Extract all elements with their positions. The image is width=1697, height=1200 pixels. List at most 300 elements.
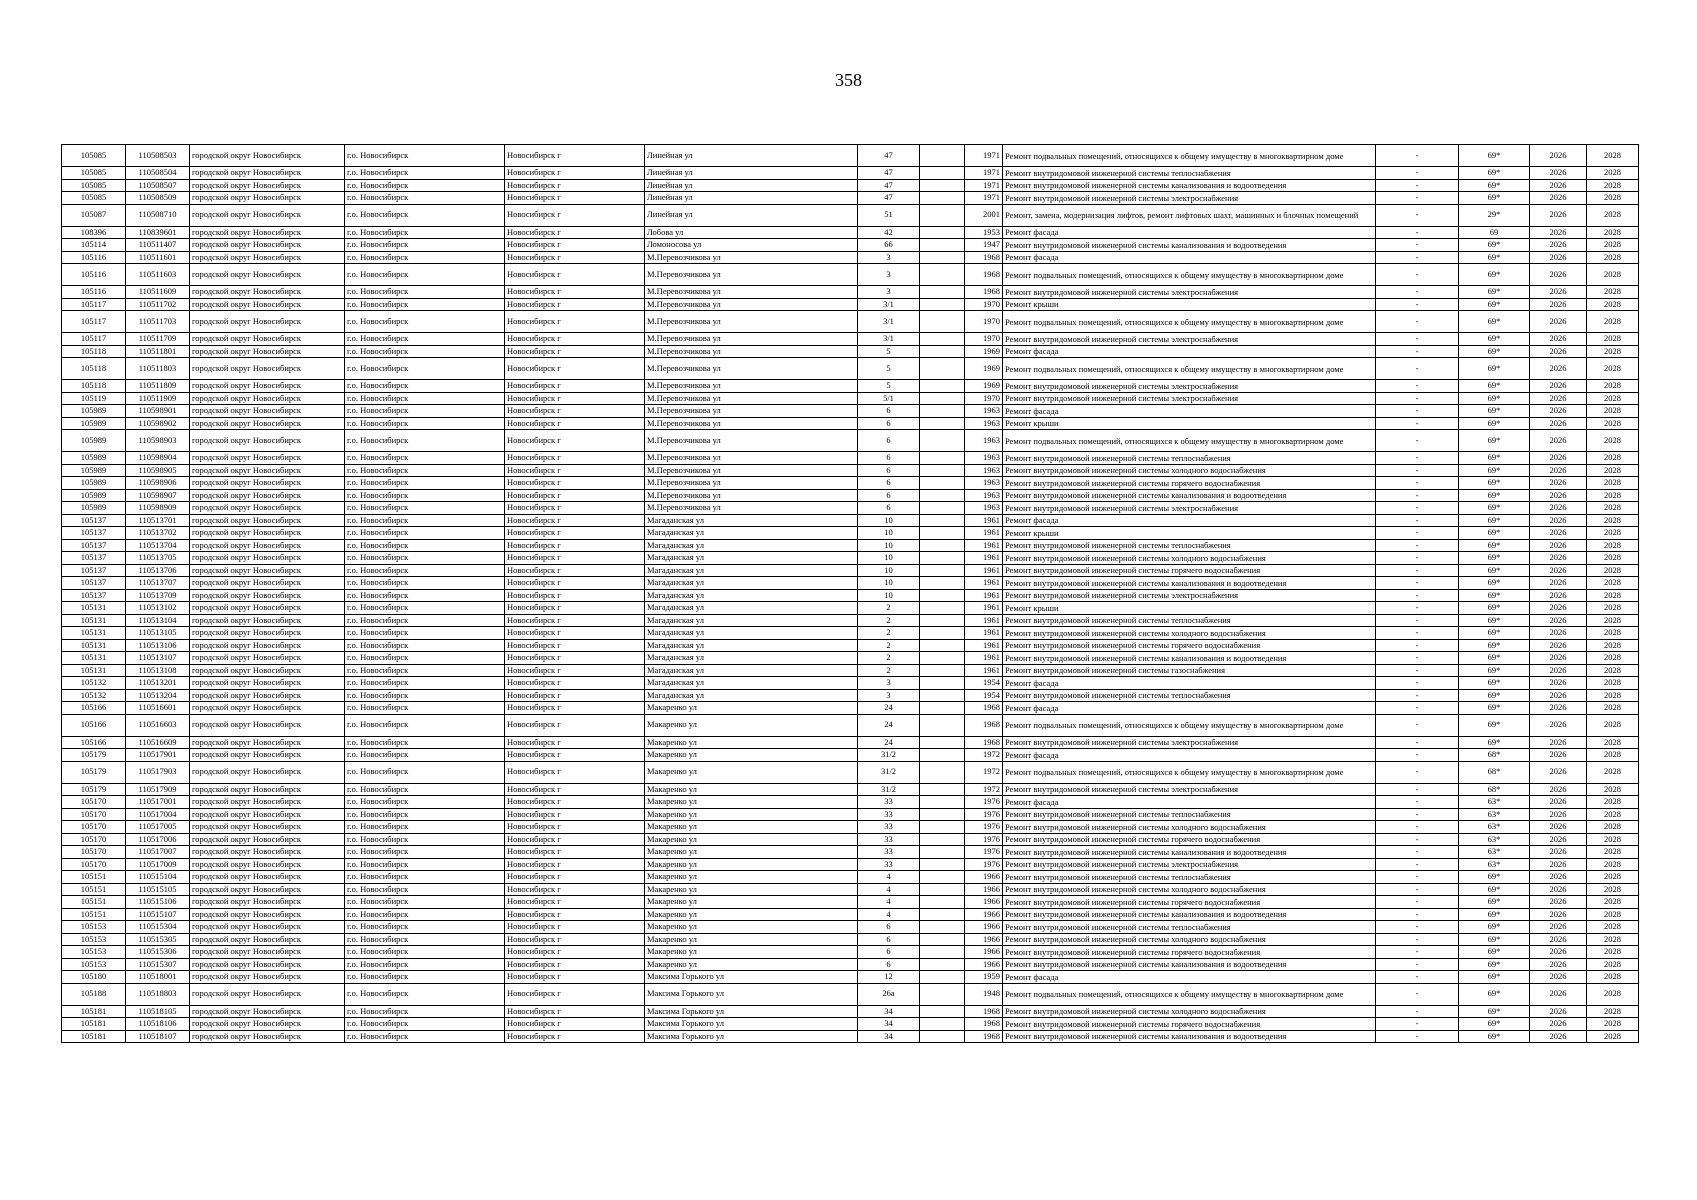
cell-work-id: 110517001 bbox=[126, 796, 190, 809]
cell-year-end: 2028 bbox=[1587, 145, 1639, 167]
cell-municipality: г.о. Новосибирск bbox=[345, 736, 505, 749]
cell-work-id: 110515107 bbox=[126, 908, 190, 921]
cell-city: Новосибирск г bbox=[505, 311, 645, 333]
cell-col-dash: - bbox=[1376, 736, 1459, 749]
cell-municipality: г.о. Новосибирск bbox=[345, 452, 505, 465]
cell-city: Новосибирск г bbox=[505, 677, 645, 690]
cell-col-dash: - bbox=[1376, 311, 1459, 333]
cell-value: 69* bbox=[1459, 298, 1530, 311]
cell-value: 69* bbox=[1459, 1030, 1530, 1043]
table-row bbox=[62, 392, 1639, 405]
cell-year-built: 1961 bbox=[965, 652, 1003, 665]
cell-building bbox=[920, 298, 965, 311]
cell-work-id: 110513709 bbox=[126, 589, 190, 602]
cell-work-type: Ремонт внутридомовой инженерной системы холодного водоснабжения bbox=[1003, 627, 1376, 640]
cell-municipal-district: городской округ Новосибирск bbox=[190, 392, 345, 405]
cell-municipality: г.о. Новосибирск bbox=[345, 417, 505, 430]
cell-municipal-district: городской округ Новосибирск bbox=[190, 821, 345, 834]
cell-work-id: 110511801 bbox=[126, 345, 190, 358]
cell-street: Магаданская ул bbox=[645, 589, 858, 602]
cell-work-type: Ремонт внутридомовой инженерной системы холодного водоснабжения bbox=[1003, 552, 1376, 565]
table-row bbox=[62, 333, 1639, 346]
cell-year-start: 2026 bbox=[1530, 846, 1587, 859]
cell-municipality: г.о. Новосибирск bbox=[345, 883, 505, 896]
cell-city: Новосибирск г bbox=[505, 736, 645, 749]
cell-city: Новосибирск г bbox=[505, 946, 645, 959]
cell-work-type: Ремонт подвальных помещений, относящихся к общему имуществу в многоквартирном доме bbox=[1003, 358, 1376, 380]
table-row bbox=[62, 452, 1639, 465]
cell-city: Новосибирск г bbox=[505, 908, 645, 921]
cell-year-end: 2028 bbox=[1587, 677, 1639, 690]
cell-municipal-district: городской округ Новосибирск bbox=[190, 833, 345, 846]
cell-house-number: 6 bbox=[858, 452, 920, 465]
cell-value: 69* bbox=[1459, 1018, 1530, 1031]
cell-work-type: Ремонт фасада bbox=[1003, 796, 1376, 809]
cell-work-id: 110517903 bbox=[126, 761, 190, 783]
cell-year-end: 2028 bbox=[1587, 639, 1639, 652]
cell-house-id: 105085 bbox=[62, 145, 126, 167]
cell-col-dash: - bbox=[1376, 502, 1459, 515]
cell-col-dash: - bbox=[1376, 589, 1459, 602]
table-row bbox=[62, 971, 1639, 984]
cell-work-type: Ремонт внутридомовой инженерной системы электроснабжения bbox=[1003, 589, 1376, 602]
cell-street: М.Перевозчикова ул bbox=[645, 298, 858, 311]
cell-house-number: 3 bbox=[858, 264, 920, 286]
cell-year-built: 1954 bbox=[965, 677, 1003, 690]
table-row bbox=[62, 502, 1639, 515]
cell-year-end: 2028 bbox=[1587, 577, 1639, 590]
cell-municipal-district: городской округ Новосибирск bbox=[190, 808, 345, 821]
cell-year-end: 2028 bbox=[1587, 736, 1639, 749]
cell-municipal-district: городской округ Новосибирск bbox=[190, 946, 345, 959]
cell-house-id: 105117 bbox=[62, 333, 126, 346]
cell-house-id: 105114 bbox=[62, 239, 126, 252]
cell-year-start: 2026 bbox=[1530, 614, 1587, 627]
cell-col-dash: - bbox=[1376, 167, 1459, 180]
cell-work-id: 110513706 bbox=[126, 564, 190, 577]
cell-year-built: 1972 bbox=[965, 761, 1003, 783]
cell-city: Новосибирск г bbox=[505, 627, 645, 640]
cell-municipal-district: городской округ Новосибирск bbox=[190, 552, 345, 565]
cell-year-built: 1961 bbox=[965, 639, 1003, 652]
cell-value: 68* bbox=[1459, 761, 1530, 783]
cell-house-number: 2 bbox=[858, 639, 920, 652]
table-row bbox=[62, 1005, 1639, 1018]
cell-house-number: 34 bbox=[858, 1018, 920, 1031]
cell-work-type: Ремонт подвальных помещений, относящихся к общему имуществу в многоквартирном доме bbox=[1003, 430, 1376, 452]
cell-house-id: 105153 bbox=[62, 933, 126, 946]
cell-municipality: г.о. Новосибирск bbox=[345, 858, 505, 871]
cell-value: 69* bbox=[1459, 883, 1530, 896]
cell-municipality: г.о. Новосибирск bbox=[345, 821, 505, 834]
cell-work-type: Ремонт фасада bbox=[1003, 971, 1376, 984]
cell-street: Линейная ул bbox=[645, 204, 858, 226]
cell-work-id: 110515104 bbox=[126, 871, 190, 884]
cell-city: Новосибирск г bbox=[505, 333, 645, 346]
cell-municipal-district: городской округ Новосибирск bbox=[190, 689, 345, 702]
cell-house-number: 47 bbox=[858, 145, 920, 167]
cell-year-start: 2026 bbox=[1530, 602, 1587, 615]
cell-house-number: 51 bbox=[858, 204, 920, 226]
cell-year-built: 1971 bbox=[965, 167, 1003, 180]
cell-work-id: 110516603 bbox=[126, 714, 190, 736]
cell-value: 69* bbox=[1459, 392, 1530, 405]
cell-municipality: г.о. Новосибирск bbox=[345, 652, 505, 665]
cell-work-type: Ремонт внутридомовой инженерной системы горячего водоснабжения bbox=[1003, 833, 1376, 846]
cell-work-id: 110508509 bbox=[126, 192, 190, 205]
cell-house-id: 105119 bbox=[62, 392, 126, 405]
cell-col-dash: - bbox=[1376, 749, 1459, 762]
cell-col-dash: - bbox=[1376, 883, 1459, 896]
cell-building bbox=[920, 971, 965, 984]
cell-house-id: 105151 bbox=[62, 871, 126, 884]
table-row bbox=[62, 796, 1639, 809]
cell-building bbox=[920, 145, 965, 167]
cell-house-id: 105131 bbox=[62, 664, 126, 677]
cell-municipality: г.о. Новосибирск bbox=[345, 286, 505, 299]
cell-value: 69* bbox=[1459, 602, 1530, 615]
cell-house-number: 6 bbox=[858, 933, 920, 946]
cell-building bbox=[920, 946, 965, 959]
cell-street: Макаренко ул bbox=[645, 821, 858, 834]
cell-street: Макаренко ул bbox=[645, 702, 858, 715]
cell-house-id: 105989 bbox=[62, 452, 126, 465]
cell-year-start: 2026 bbox=[1530, 858, 1587, 871]
cell-year-built: 1948 bbox=[965, 983, 1003, 1005]
cell-house-number: 34 bbox=[858, 1005, 920, 1018]
cell-work-type: Ремонт внутридомовой инженерной системы горячего водоснабжения bbox=[1003, 946, 1376, 959]
cell-municipal-district: городской округ Новосибирск bbox=[190, 251, 345, 264]
cell-value: 69* bbox=[1459, 552, 1530, 565]
cell-year-start: 2026 bbox=[1530, 192, 1587, 205]
cell-work-type: Ремонт внутридомовой инженерной системы электроснабжения bbox=[1003, 502, 1376, 515]
cell-col-dash: - bbox=[1376, 226, 1459, 239]
cell-col-dash: - bbox=[1376, 639, 1459, 652]
cell-col-dash: - bbox=[1376, 477, 1459, 490]
cell-building bbox=[920, 380, 965, 393]
cell-col-dash: - bbox=[1376, 564, 1459, 577]
cell-work-id: 110511803 bbox=[126, 358, 190, 380]
cell-col-dash: - bbox=[1376, 179, 1459, 192]
cell-street: Макаренко ул bbox=[645, 833, 858, 846]
cell-year-start: 2026 bbox=[1530, 833, 1587, 846]
cell-house-id: 105170 bbox=[62, 846, 126, 859]
table-row bbox=[62, 489, 1639, 502]
cell-year-built: 1961 bbox=[965, 614, 1003, 627]
cell-year-built: 1963 bbox=[965, 489, 1003, 502]
cell-year-built: 1969 bbox=[965, 345, 1003, 358]
cell-value: 69* bbox=[1459, 527, 1530, 540]
cell-house-number: 33 bbox=[858, 808, 920, 821]
cell-city: Новосибирск г bbox=[505, 527, 645, 540]
cell-year-end: 2028 bbox=[1587, 167, 1639, 180]
cell-municipality: г.о. Новосибирск bbox=[345, 298, 505, 311]
cell-house-number: 6 bbox=[858, 958, 920, 971]
table-row bbox=[62, 589, 1639, 602]
cell-year-end: 2028 bbox=[1587, 933, 1639, 946]
cell-work-id: 110517009 bbox=[126, 858, 190, 871]
cell-house-number: 6 bbox=[858, 921, 920, 934]
cell-work-id: 110513108 bbox=[126, 664, 190, 677]
table-row bbox=[62, 639, 1639, 652]
cell-city: Новосибирск г bbox=[505, 749, 645, 762]
cell-city: Новосибирск г bbox=[505, 514, 645, 527]
cell-municipal-district: городской округ Новосибирск bbox=[190, 614, 345, 627]
cell-work-type: Ремонт внутридомовой инженерной системы холодного водоснабжения bbox=[1003, 883, 1376, 896]
cell-year-built: 1970 bbox=[965, 333, 1003, 346]
cell-col-dash: - bbox=[1376, 714, 1459, 736]
cell-building bbox=[920, 502, 965, 515]
cell-house-id: 105132 bbox=[62, 689, 126, 702]
repair-program-table bbox=[61, 144, 1639, 1043]
cell-building bbox=[920, 871, 965, 884]
cell-year-start: 2026 bbox=[1530, 502, 1587, 515]
cell-col-dash: - bbox=[1376, 614, 1459, 627]
cell-value: 63* bbox=[1459, 833, 1530, 846]
cell-municipal-district: городской округ Новосибирск bbox=[190, 589, 345, 602]
cell-work-id: 110513702 bbox=[126, 527, 190, 540]
cell-city: Новосибирск г bbox=[505, 489, 645, 502]
cell-value: 69* bbox=[1459, 452, 1530, 465]
cell-year-built: 1963 bbox=[965, 452, 1003, 465]
cell-year-start: 2026 bbox=[1530, 664, 1587, 677]
cell-work-type: Ремонт фасада bbox=[1003, 226, 1376, 239]
cell-building bbox=[920, 896, 965, 909]
cell-value: 69* bbox=[1459, 333, 1530, 346]
cell-city: Новосибирск г bbox=[505, 883, 645, 896]
cell-city: Новосибирск г bbox=[505, 345, 645, 358]
cell-building bbox=[920, 226, 965, 239]
cell-year-start: 2026 bbox=[1530, 564, 1587, 577]
cell-building bbox=[920, 564, 965, 577]
cell-value: 69* bbox=[1459, 921, 1530, 934]
table-row bbox=[62, 664, 1639, 677]
cell-municipality: г.о. Новосибирск bbox=[345, 796, 505, 809]
cell-city: Новосибирск г bbox=[505, 1005, 645, 1018]
cell-year-end: 2028 bbox=[1587, 614, 1639, 627]
cell-house-id: 105181 bbox=[62, 1030, 126, 1043]
cell-col-dash: - bbox=[1376, 286, 1459, 299]
cell-year-end: 2028 bbox=[1587, 971, 1639, 984]
cell-building bbox=[920, 677, 965, 690]
cell-house-number: 2 bbox=[858, 652, 920, 665]
cell-work-type: Ремонт внутридомовой инженерной системы электроснабжения bbox=[1003, 783, 1376, 796]
cell-municipality: г.о. Новосибирск bbox=[345, 896, 505, 909]
cell-year-end: 2028 bbox=[1587, 589, 1639, 602]
cell-municipality: г.о. Новосибирск bbox=[345, 564, 505, 577]
table-row bbox=[62, 627, 1639, 640]
cell-year-start: 2026 bbox=[1530, 736, 1587, 749]
cell-city: Новосибирск г bbox=[505, 286, 645, 299]
cell-house-id: 105131 bbox=[62, 602, 126, 615]
cell-year-built: 1963 bbox=[965, 477, 1003, 490]
cell-city: Новосибирск г bbox=[505, 971, 645, 984]
cell-municipal-district: городской округ Новосибирск bbox=[190, 664, 345, 677]
cell-house-number: 5 bbox=[858, 345, 920, 358]
cell-year-built: 1976 bbox=[965, 796, 1003, 809]
cell-house-id: 105137 bbox=[62, 527, 126, 540]
cell-municipal-district: городской округ Новосибирск bbox=[190, 933, 345, 946]
cell-house-id: 105188 bbox=[62, 983, 126, 1005]
cell-city: Новосибирск г bbox=[505, 821, 645, 834]
cell-municipal-district: городской округ Новосибирск bbox=[190, 983, 345, 1005]
table-row bbox=[62, 464, 1639, 477]
cell-col-dash: - bbox=[1376, 204, 1459, 226]
cell-house-id: 105179 bbox=[62, 783, 126, 796]
cell-year-built: 1969 bbox=[965, 380, 1003, 393]
cell-street: Магаданская ул bbox=[645, 602, 858, 615]
cell-house-id: 105170 bbox=[62, 808, 126, 821]
cell-municipal-district: городской округ Новосибирск bbox=[190, 652, 345, 665]
cell-house-number: 6 bbox=[858, 464, 920, 477]
cell-city: Новосибирск г bbox=[505, 639, 645, 652]
cell-work-type: Ремонт внутридомовой инженерной системы теплоснабжения bbox=[1003, 921, 1376, 934]
cell-year-end: 2028 bbox=[1587, 539, 1639, 552]
cell-year-start: 2026 bbox=[1530, 527, 1587, 540]
cell-house-id: 105170 bbox=[62, 796, 126, 809]
cell-work-type: Ремонт фасада bbox=[1003, 749, 1376, 762]
cell-municipality: г.о. Новосибирск bbox=[345, 783, 505, 796]
cell-work-type: Ремонт внутридомовой инженерной системы горячего водоснабжения bbox=[1003, 1018, 1376, 1031]
cell-house-number: 31/2 bbox=[858, 749, 920, 762]
cell-house-id: 105137 bbox=[62, 589, 126, 602]
cell-work-type: Ремонт внутридомовой инженерной системы теплоснабжения bbox=[1003, 614, 1376, 627]
cell-house-number: 3/1 bbox=[858, 311, 920, 333]
cell-year-end: 2028 bbox=[1587, 983, 1639, 1005]
cell-city: Новосибирск г bbox=[505, 358, 645, 380]
cell-year-end: 2028 bbox=[1587, 946, 1639, 959]
cell-municipal-district: городской округ Новосибирск bbox=[190, 264, 345, 286]
table-row bbox=[62, 883, 1639, 896]
cell-house-number: 24 bbox=[858, 736, 920, 749]
cell-value: 69* bbox=[1459, 971, 1530, 984]
cell-year-start: 2026 bbox=[1530, 749, 1587, 762]
cell-year-start: 2026 bbox=[1530, 871, 1587, 884]
cell-value: 69* bbox=[1459, 896, 1530, 909]
cell-col-dash: - bbox=[1376, 958, 1459, 971]
cell-city: Новосибирск г bbox=[505, 783, 645, 796]
cell-house-number: 10 bbox=[858, 539, 920, 552]
cell-value: 69* bbox=[1459, 933, 1530, 946]
cell-municipality: г.о. Новосибирск bbox=[345, 345, 505, 358]
cell-municipality: г.о. Новосибирск bbox=[345, 808, 505, 821]
cell-municipality: г.о. Новосибирск bbox=[345, 833, 505, 846]
cell-work-id: 110598909 bbox=[126, 502, 190, 515]
cell-house-number: 33 bbox=[858, 821, 920, 834]
cell-year-end: 2028 bbox=[1587, 833, 1639, 846]
cell-work-id: 110515307 bbox=[126, 958, 190, 971]
cell-municipality: г.о. Новосибирск bbox=[345, 639, 505, 652]
cell-building bbox=[920, 749, 965, 762]
cell-year-start: 2026 bbox=[1530, 417, 1587, 430]
cell-work-id: 110513201 bbox=[126, 677, 190, 690]
cell-house-id: 105181 bbox=[62, 1005, 126, 1018]
cell-street: Макаренко ул bbox=[645, 736, 858, 749]
table-row bbox=[62, 380, 1639, 393]
cell-work-id: 110515304 bbox=[126, 921, 190, 934]
cell-work-type: Ремонт подвальных помещений, относящихся к общему имуществу в многоквартирном доме bbox=[1003, 311, 1376, 333]
cell-street: Магаданская ул bbox=[645, 614, 858, 627]
cell-work-id: 110515105 bbox=[126, 883, 190, 896]
table-row bbox=[62, 167, 1639, 180]
cell-work-id: 110598902 bbox=[126, 417, 190, 430]
cell-year-start: 2026 bbox=[1530, 714, 1587, 736]
cell-work-type: Ремонт крыши bbox=[1003, 417, 1376, 430]
cell-house-number: 34 bbox=[858, 1030, 920, 1043]
cell-street: Ломоносова ул bbox=[645, 239, 858, 252]
table-row bbox=[62, 689, 1639, 702]
cell-year-built: 1968 bbox=[965, 264, 1003, 286]
cell-municipal-district: городской округ Новосибирск bbox=[190, 539, 345, 552]
cell-year-start: 2026 bbox=[1530, 896, 1587, 909]
cell-building bbox=[920, 577, 965, 590]
table-row bbox=[62, 552, 1639, 565]
cell-work-id: 110518105 bbox=[126, 1005, 190, 1018]
cell-house-id: 105085 bbox=[62, 192, 126, 205]
cell-work-type: Ремонт внутридомовой инженерной системы газоснабжения bbox=[1003, 664, 1376, 677]
cell-municipality: г.о. Новосибирск bbox=[345, 714, 505, 736]
cell-col-dash: - bbox=[1376, 405, 1459, 418]
cell-year-end: 2028 bbox=[1587, 311, 1639, 333]
cell-building bbox=[920, 345, 965, 358]
cell-house-number: 10 bbox=[858, 527, 920, 540]
cell-col-dash: - bbox=[1376, 761, 1459, 783]
cell-value: 69* bbox=[1459, 958, 1530, 971]
cell-municipality: г.о. Новосибирск bbox=[345, 589, 505, 602]
cell-municipality: г.о. Новосибирск bbox=[345, 1018, 505, 1031]
cell-city: Новосибирск г bbox=[505, 477, 645, 490]
cell-street: М.Перевозчикова ул bbox=[645, 251, 858, 264]
cell-year-built: 1963 bbox=[965, 430, 1003, 452]
cell-year-end: 2028 bbox=[1587, 552, 1639, 565]
cell-city: Новосибирск г bbox=[505, 179, 645, 192]
cell-street: М.Перевозчикова ул bbox=[645, 380, 858, 393]
cell-value: 69* bbox=[1459, 464, 1530, 477]
cell-work-id: 110518106 bbox=[126, 1018, 190, 1031]
cell-work-type: Ремонт подвальных помещений, относящихся к общему имуществу в многоквартирном доме bbox=[1003, 264, 1376, 286]
cell-municipality: г.о. Новосибирск bbox=[345, 239, 505, 252]
cell-house-number: 2 bbox=[858, 664, 920, 677]
cell-work-id: 110513704 bbox=[126, 539, 190, 552]
cell-city: Новосибирск г bbox=[505, 1018, 645, 1031]
cell-municipal-district: городской округ Новосибирск bbox=[190, 577, 345, 590]
cell-year-end: 2028 bbox=[1587, 226, 1639, 239]
cell-municipal-district: городской округ Новосибирск bbox=[190, 452, 345, 465]
cell-city: Новосибирск г bbox=[505, 858, 645, 871]
cell-house-number: 33 bbox=[858, 858, 920, 871]
cell-work-type: Ремонт внутридомовой инженерной системы холодного водоснабжения bbox=[1003, 821, 1376, 834]
cell-col-dash: - bbox=[1376, 1030, 1459, 1043]
table-row bbox=[62, 908, 1639, 921]
cell-col-dash: - bbox=[1376, 652, 1459, 665]
cell-value: 69* bbox=[1459, 983, 1530, 1005]
cell-house-number: 6 bbox=[858, 502, 920, 515]
cell-work-id: 110511809 bbox=[126, 380, 190, 393]
cell-year-end: 2028 bbox=[1587, 192, 1639, 205]
cell-municipal-district: городской округ Новосибирск bbox=[190, 761, 345, 783]
cell-work-type: Ремонт внутридомовой инженерной системы электроснабжения bbox=[1003, 380, 1376, 393]
cell-house-id: 105170 bbox=[62, 858, 126, 871]
cell-work-type: Ремонт внутридомовой инженерной системы канализования и водоотведения bbox=[1003, 846, 1376, 859]
cell-street: Линейная ул bbox=[645, 145, 858, 167]
cell-work-id: 110511601 bbox=[126, 251, 190, 264]
cell-municipal-district: городской округ Новосибирск bbox=[190, 1030, 345, 1043]
cell-year-start: 2026 bbox=[1530, 430, 1587, 452]
cell-year-end: 2028 bbox=[1587, 514, 1639, 527]
cell-col-dash: - bbox=[1376, 452, 1459, 465]
cell-year-end: 2028 bbox=[1587, 417, 1639, 430]
cell-municipality: г.о. Новосибирск bbox=[345, 489, 505, 502]
